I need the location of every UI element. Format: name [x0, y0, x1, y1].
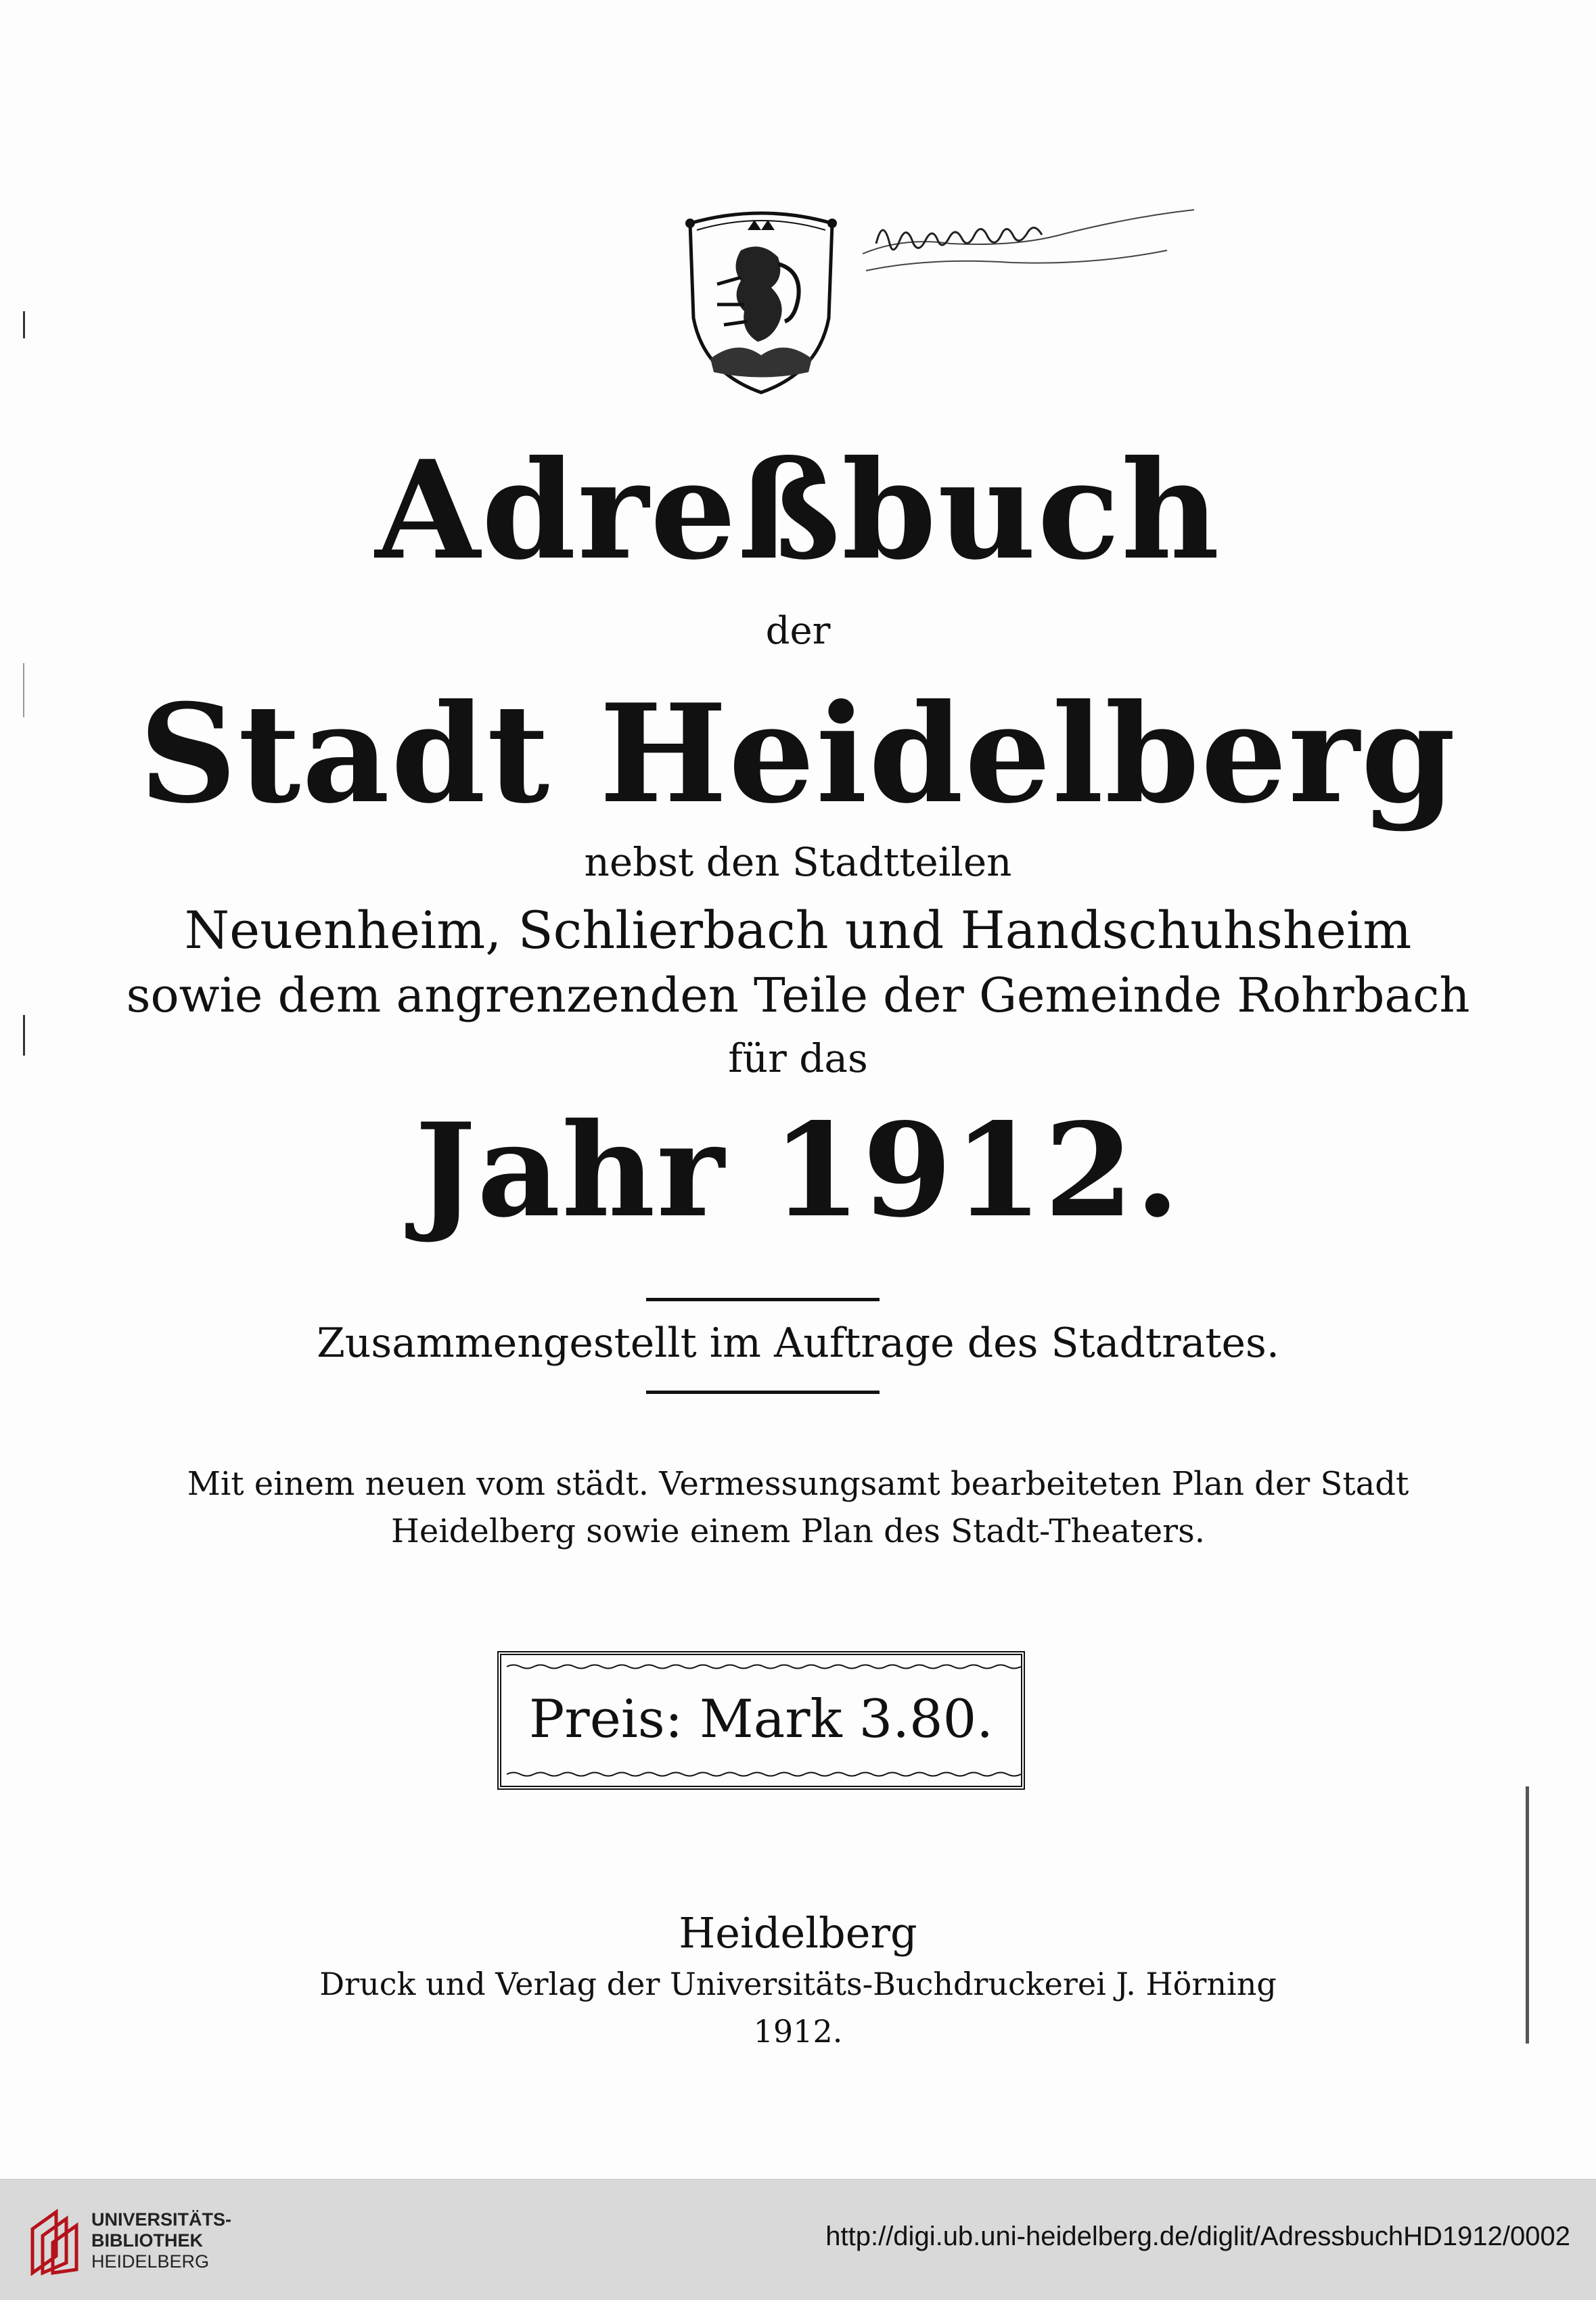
price-label: Preis: Mark 3.80. — [528, 1689, 994, 1750]
publisher-name: Druck und Verlag der Universitäts-Buchdruckerei J. Hörning — [319, 1966, 1277, 2002]
handwritten-signature-icon — [849, 189, 1201, 291]
library-name-line: BIBLIOTHEK — [91, 2230, 203, 2251]
scan-edge-mark-left — [23, 311, 25, 338]
publisher-city: Heidelberg — [679, 1908, 917, 1958]
divider — [646, 1298, 880, 1301]
subtitle-line: nebst den Stadtteilen — [584, 839, 1012, 885]
city-title: Stadt Heidelberg — [139, 675, 1457, 834]
ornament-border — [507, 1771, 1021, 1778]
page-title: Adreßbuch — [375, 431, 1221, 590]
publication-year: 1912. — [753, 2013, 843, 2050]
viewer-footer — [0, 2179, 1596, 2300]
map-note: Heidelberg sowie einem Plan des Stadt-Theaters. — [391, 1512, 1205, 1550]
library-name-line: UNIVERSITÄTS- — [91, 2209, 232, 2230]
title-connector: der — [765, 609, 831, 653]
heidelberg-lion-crest-icon — [677, 203, 846, 399]
map-note: Mit einem neuen vom städt. Vermessungsamt bearbeiteten Plan der Stadt — [187, 1465, 1409, 1503]
subtitle-line: sowie dem angrenzenden Teile der Gemeinde Rohrbach — [126, 968, 1470, 1023]
compiled-note: Zusammengestellt im Auftrage des Stadtrates. — [317, 1320, 1279, 1367]
library-name-line: HEIDELBERG — [91, 2251, 210, 2272]
permalink-url[interactable]: http://digi.ub.uni-heidelberg.de/diglit/AdressbuchHD1912/0002 — [825, 2222, 1570, 2251]
divider — [646, 1391, 880, 1394]
price-box — [497, 1651, 1025, 1790]
library-name — [91, 2209, 231, 2272]
year-connector: für das — [728, 1035, 868, 1081]
districts-line: Neuenheim, Schlierbach und Handschuhsheim — [184, 900, 1412, 960]
ub-heidelberg-logo-icon[interactable] — [26, 2205, 84, 2276]
ornament-border — [507, 1663, 1021, 1670]
year-title: Jahr 1912. — [415, 1095, 1181, 1246]
